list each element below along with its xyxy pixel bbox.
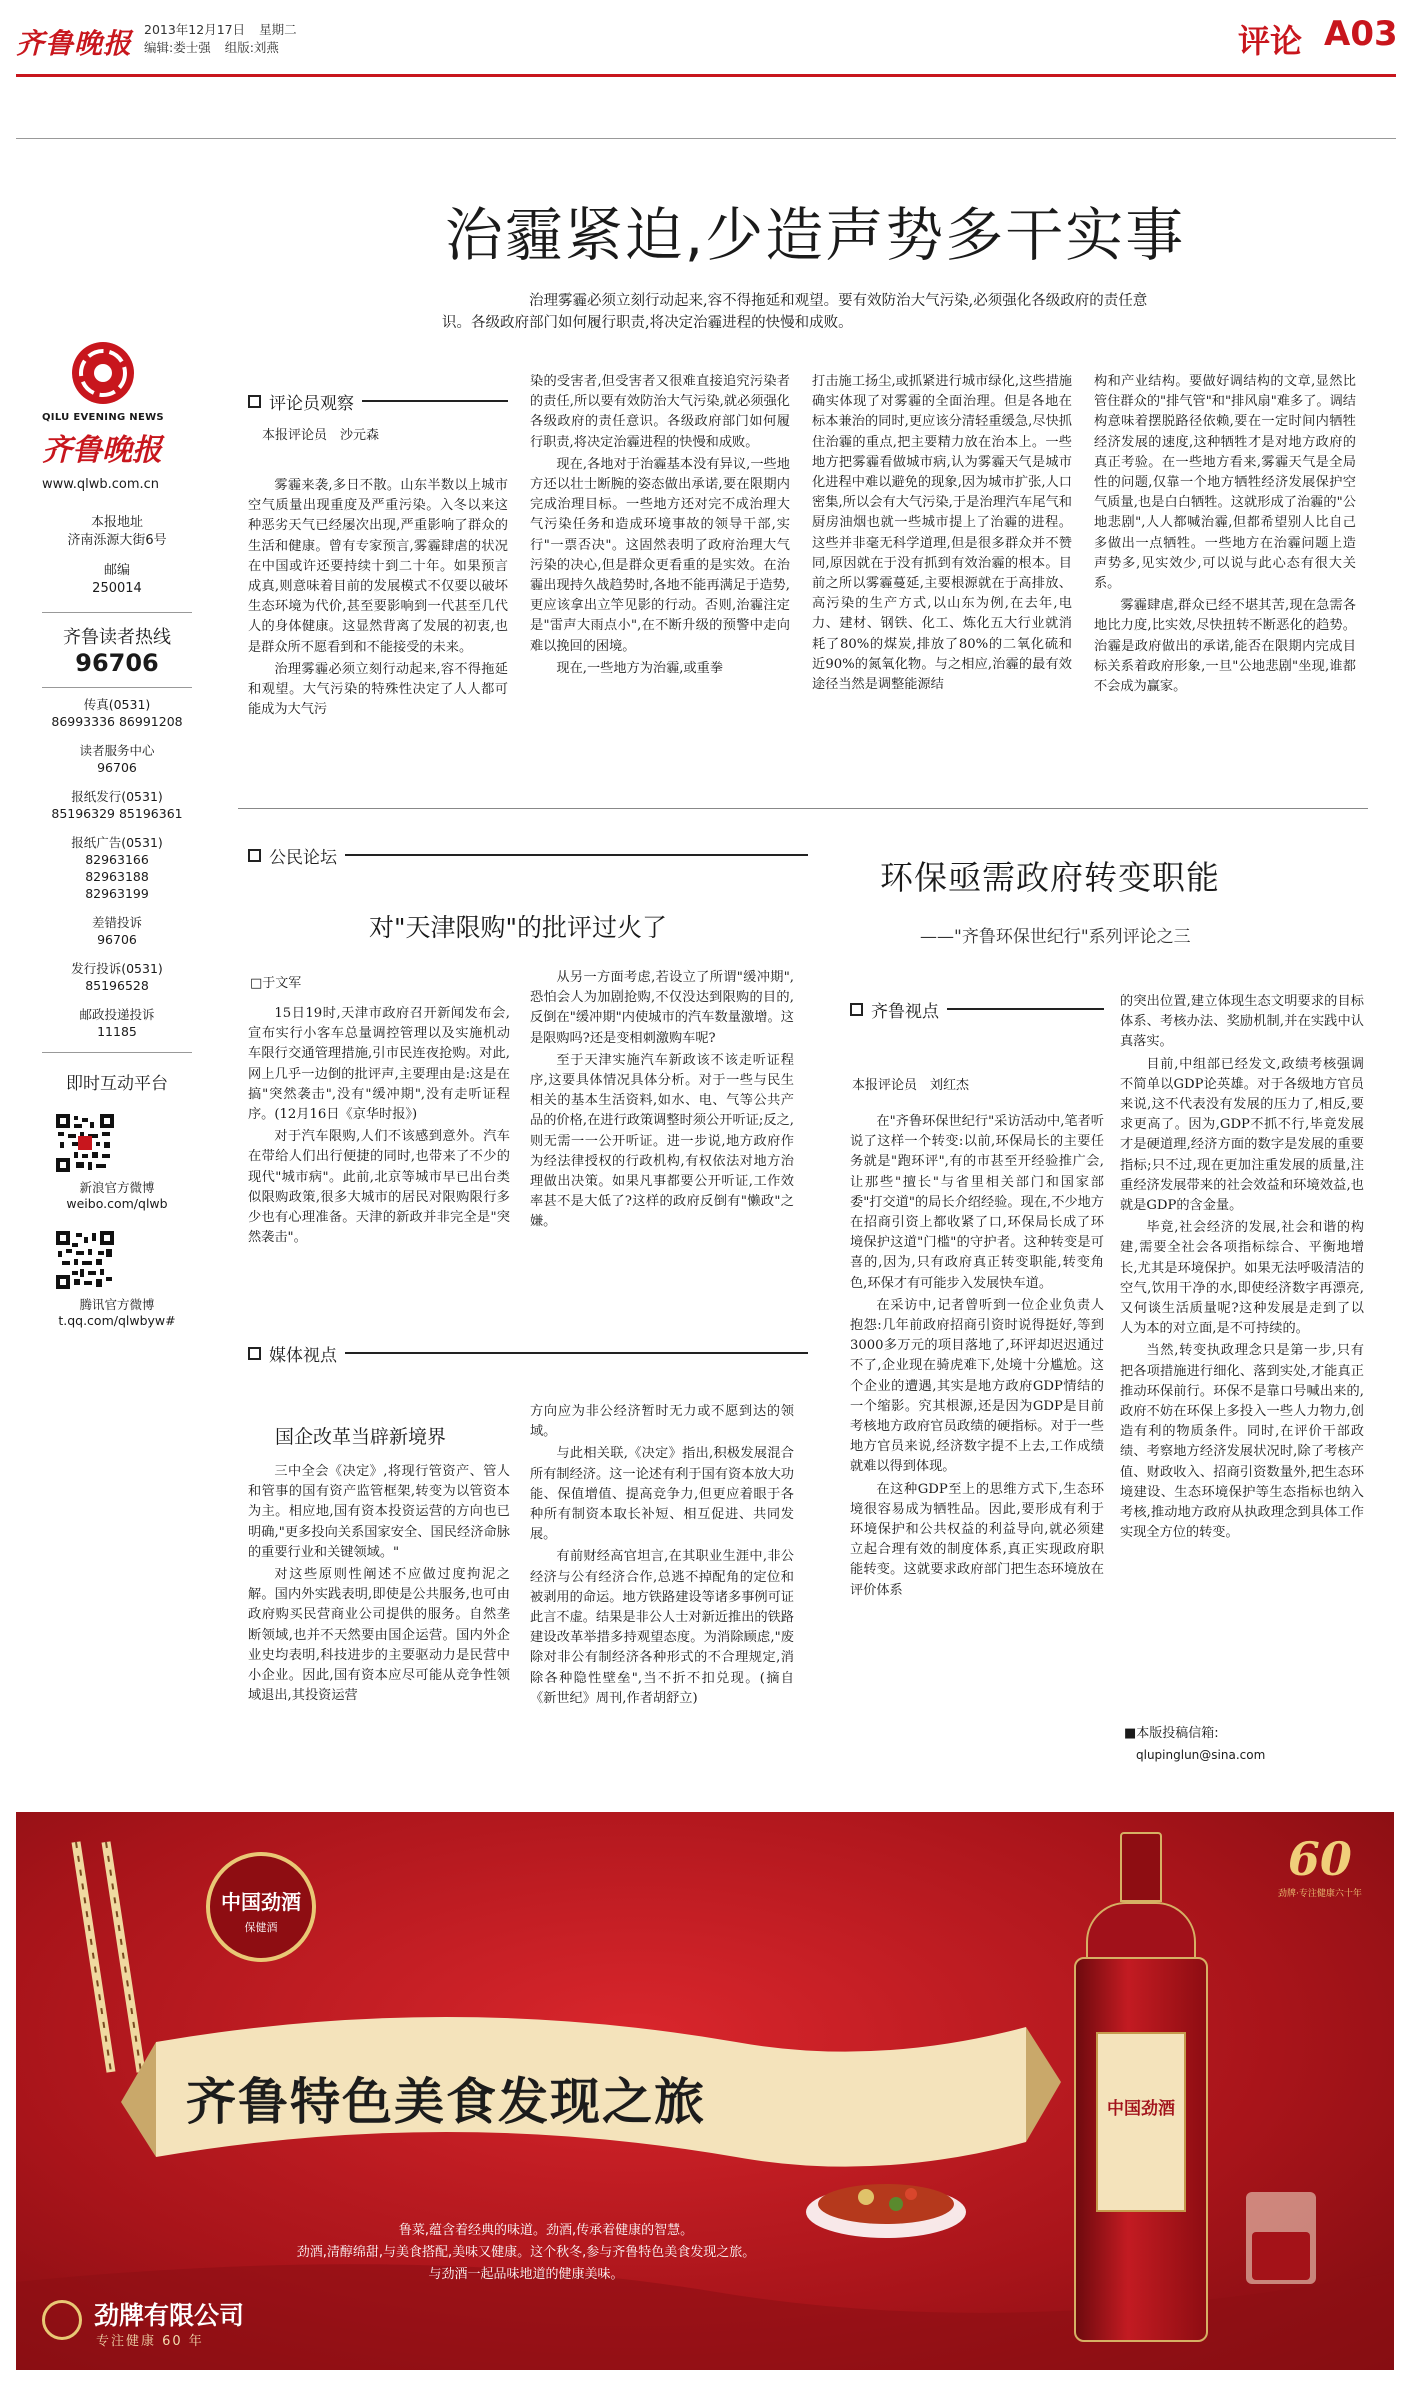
paragraph: 雾霾肆虐,群众已经不堪其苦,现在急需各地比力度,比实效,尽快扭转不断恶化的趋势。治霾是政府做出的承诺,能否在限期内完成目标关系着政府形象,一旦"公地悲剧"坐现,谁都不会成为赢家。	[1094, 598, 1356, 695]
lead-column-4	[1094, 372, 1356, 699]
paragraph: 至于天津实施汽车新政该不该走听证程序,这要具体情况具体分析。对于一些与民生相关的基本生活资料,如水、电、气等公共产品的价格,在进行政策调整时须公开听证;反之,则无需一一公开听证。进一步说,地方政府作为经法律授权的行政机构,有权依法对地方治理做出决策。如果凡事都要公开听证,工作效率甚不是大低了?这样的政府反倒有"懒政"之嫌。	[530, 1052, 794, 1230]
contact-item: 邮政投递投诉 11185	[79, 1007, 155, 1039]
lead-column-1	[248, 476, 508, 722]
citizen-byline: □于文军	[250, 976, 302, 991]
paragraph: 治理雾霾必须立刻行动起来,容不得拖延和观望。大气污染的特殊性决定了人人都可能成为大气污	[248, 661, 508, 718]
media-section-bar	[248, 1340, 808, 1366]
citizen-column-1	[248, 1004, 510, 1250]
ad-anniversary: 60	[1287, 1832, 1352, 1886]
header-editor: 编辑:娄士强	[144, 40, 211, 55]
contact-item: 差错投诉 96706	[91, 915, 142, 947]
env-byline: 本报评论员 刘红杰	[852, 1078, 970, 1093]
advertisement[interactable]	[16, 1812, 1394, 2370]
paragraph: 在采访中,记者曾听到一位企业负责人抱怨:几年前政府招商引资时说得挺好,等到3000多万元的项目落地了,环评却迟迟通过不了,企业现在骑虎难下,处境十分尴尬。这个企业的遭遇,其实是地方政府GDP情结的一个缩影。究其根源,还是因为GDP是目前考核地方政府官员政绩的硬指标。对于一些地方官员来说,经济数字提不上去,工作成绩就难以得到体现。	[850, 1297, 1104, 1475]
ad-bottle-label: 中国劲酒	[1107, 2099, 1175, 2119]
header-rule	[16, 74, 1396, 77]
sidebar	[42, 340, 192, 1328]
contact-item: 传真(0531) 86993336 86991208	[51, 697, 183, 729]
lead-headline: 治霾紧迫,少造声势多干实事	[444, 201, 1186, 269]
contribute-label: ■本版投稿信箱:	[1124, 1726, 1219, 1741]
paragraph: 对于汽车限购,人们不该感到意外。汽车在带给人们出行便捷的同时,也带来了不少的现代"城市病"。此前,北京等城市早已出台类似限购政策,很多大城市的居民对限购限行多少也有心理准备。天津的新政并非完全是"突然袭击"。	[248, 1129, 510, 1246]
tencent-link[interactable]: t.qq.com/qlwbyw#	[58, 1313, 176, 1328]
lead-bottom-rule	[238, 808, 1368, 809]
header-weekday: 星期二	[259, 22, 297, 37]
header-layout: 组版:刘燕	[224, 40, 279, 55]
ad-copy-line-1: 鲁菜,蕴含着经典的味道。劲酒,传承着健康的智慧。	[398, 2223, 694, 2238]
lead-section-bar	[248, 388, 508, 414]
zip-label: 邮编	[103, 563, 130, 578]
page-number: A03	[1324, 14, 1398, 54]
env-section-bar	[850, 996, 1104, 1022]
ad-brand-sub: 保健酒	[244, 1921, 278, 1934]
paragraph: 的突出位置,建立体现生态文明要求的目标体系、考核办法、奖励机制,并在实践中认真落实。	[1120, 994, 1364, 1050]
ad-anniversary-badge	[1278, 1832, 1362, 1899]
paragraph: 在"齐鲁环保世纪行"采访活动中,笔者听说了这样一个转变:以前,环保局长的主要任务就是"跑环评",有的市甚至开经验推广会,让那些"擅长"与省里相关部门和国家部委"打交道"的局长介绍经验。现在,不少地方在招商引资上都收紧了口,环保局长成了环境保护这道"门槛"的守护者。这种转变是可喜的,因为,只有政府真正转变职能,转变角色,环保才有可能步入发展快车道。	[850, 1114, 1104, 1291]
paragraph: 对这些原则性阐述不应做过度拘泥之解。国内外实践表明,即使是公共服务,也可由政府购买民营商业公司提供的服务。自然垄断领域,也并不天然要由国企运营。国内外企业史均表明,科技进步的主要驱动力是民营中小企业。因此,国有资本应尽可能从竞争性领域退出,其投资运营	[248, 1567, 510, 1704]
hotline-number: 96706	[75, 649, 159, 677]
paragraph: 雾霾来袭,多日不散。山东半数以上城市空气质量出现重度及严重污染。入冬以来这种恶劣天气已经屡次出现,严重影响了群众的生活和健康。曾有专家预言,雾霾肆虐的状况在中国或许还要持续十到二十年。如果预言成真,则意味着目前的发展模式不仅要以破坏生态环境为代价,甚至要影响到一代甚至几代人的身体健康。这显然背离了发展的初衷,也是群众所不愿看到和不能接受的未来。	[248, 478, 508, 655]
platform-title: 即时互动平台	[66, 1074, 168, 1094]
paragraph: 染的受害者,但受害者又很难直接追究污染者的责任,所以要有效防治大气污染,就必须强化各级政府的责任意识。各级政府部门如何履行职责,将决定治霾进程的快慢和成败。	[530, 374, 790, 450]
zip-value: 250014	[92, 581, 142, 596]
media-column-2	[530, 1402, 794, 1711]
contact-item: 读者服务中心 96706	[79, 743, 155, 775]
paragraph: 在这种GDP至上的思维方式下,生态环境很容易成为牺牲品。因此,要形成有利于环境保护和公共权益的利益导向,就必须建立起合理有效的制度体系,真正实现政府职能转变。这就要求政府部门把生态环境放在评价体系	[850, 1481, 1104, 1598]
weibo-link[interactable]: weibo.com/qlwb	[66, 1196, 168, 1211]
tencent-label: 腾讯官方微博	[79, 1297, 155, 1312]
ad-company: 劲牌有限公司	[94, 2301, 245, 2330]
paragraph: 打击施工扬尘,或抓紧进行城市绿化,这些措施确实体现了对雾霾的全面治理。但是各地在标本兼治的同时,更应该分清轻重缓急,尽快抓住治霾的重点,把主要精力放在治本上。一些地方把雾霾看做城市病,认为雾霾天气是城市化进程中难以避免的现象,因为城市扩张,人口密集,所以会有大气污染,于是治理汽车尾气和厨房油烟也就一些城市提上了治霾的进程。这些并非毫无科学道理,但是很多群众并不赞同,原因就在于没有抓到有效治霾的根本。目前之所以雾霾蔓延,主要根源就在于高排放、高污染的生产方式,以山东为例,在去年,电力、建材、钢铁、化工、炼化五大行业就消耗了80%的煤炭,排放了80%的二氧化硫和近90%的氮氧化物。与之相应,治霾的最有效途径当然是调整能源结	[812, 374, 1072, 693]
ad-company-logo-icon	[42, 2300, 82, 2340]
weibo-label: 新浪官方微博	[79, 1180, 155, 1195]
ad-brand-badge	[206, 1852, 316, 1962]
citizen-column-2	[530, 968, 794, 1235]
weibo-qr-icon[interactable]	[56, 1114, 114, 1172]
citizen-section-bar	[248, 842, 808, 868]
lead-summary: 治理雾霾必须立刻行动起来,容不得拖延和观望。要有效防治大气污染,必须强化各级政府的责任意识。各级政府部门如何履行职责,将决定治霾进程的快慢和成败。	[442, 293, 1148, 331]
section-square-icon	[850, 1003, 863, 1016]
media-section-label: 媒体视点	[269, 1345, 337, 1366]
address-label: 本报地址	[90, 515, 143, 530]
masthead-logo: 齐鲁晚报	[16, 27, 133, 60]
contact-item: 报纸广告(0531) 82963166 82963188 82963199	[71, 835, 163, 901]
ad-copy-line-3: 与劲酒一起品味地道的健康美味。	[428, 2267, 624, 2282]
top-rule	[16, 138, 1396, 139]
tencent-qr-icon[interactable]	[56, 1231, 114, 1289]
section-square-icon	[248, 849, 261, 862]
lead-section-label: 评论员观察	[269, 393, 354, 414]
paragraph: 与此相关联,《决定》指出,积极发展混合所有制经济。这一论述有利于国有资本放大功能、保值增值、提高竞争力,但更应着眼于各种所有制资本取长补短、相互促进、共同发展。	[530, 1446, 794, 1543]
paragraph: 现在,各地对于治霾基本没有异议,一些地方还以壮士断腕的姿态做出承诺,要在限期内完成治理目标。一些地方还对完不成治理大气污染任务和造成环境事故的领导干部,实行"一票否决"。这固然表明了政府治理大气污染的决心,但是群众更看重的是实效。在治霾出现持久战趋势时,各地不能再满足于造势,更应该拿出立竿见影的行动。否则,治霾注定是"雷声大雨点小",在不断升级的预警中走向难以挽回的困境。	[530, 456, 790, 654]
paragraph: 毕竟,社会经济的发展,社会和谐的构建,需要全社会各项指标综合、平衡地增长,尤其是环境保护。如果无法呼吸清洁的空气,饮用干净的水,即使经济数字再漂亮,又何谈生活质量呢?这种发展是走到了以人为本的对立面,是不可持续的。	[1120, 1220, 1364, 1337]
hotline-label: 齐鲁读者热线	[63, 627, 171, 648]
ad-anniversary-sub: 劲牌·专注健康六十年	[1278, 1889, 1362, 1899]
section-square-icon	[248, 1347, 261, 1360]
ad-bottle	[1066, 1832, 1216, 2342]
media-column-1	[248, 1462, 510, 1708]
env-section-label: 齐鲁视点	[871, 1001, 939, 1022]
paragraph: 方向应为非公经济暂时无力或不愿到达的领域。	[530, 1404, 794, 1440]
media-headline: 国企改革当辟新境界	[275, 1426, 447, 1448]
ad-brand: 中国劲酒	[221, 1890, 301, 1914]
env-headline: 环保亟需政府转变职能	[880, 858, 1220, 897]
ad-slogan: 齐鲁特色美食发现之旅	[186, 2072, 706, 2131]
paragraph: 构和产业结构。要做好调结构的文章,显然比管住群众的"排气管"和"排风扇"难多了。调结构意味着摆脱路径依赖,要在一定时间内牺牲经济发展的速度,这种牺牲才是对地方政府的真正考验。在一些地方看来,雾霾天气是全局性的问题,仅靠一个地方牺牲经济发展保护空气质量,也是白白牺牲。这就形成了治霾的"公地悲剧",人人都喊治霾,但都希望别人比自己多做出一点牺牲。一些地方在治霾问题上造声势多,见实效少,可以说与此心态有很大关系。	[1094, 374, 1356, 592]
section-title: 评论	[1238, 22, 1303, 60]
header-date: 2013年12月17日	[144, 22, 246, 37]
env-column-2	[1120, 992, 1364, 1545]
ad-copy-line-2: 劲酒,清醇绵甜,与美食搭配,美味又健康。这个秋冬,参与齐鲁特色美食发现之旅。	[296, 2245, 756, 2260]
section-square-icon	[248, 395, 261, 408]
citizen-headline: 对"天津限购"的批评过火了	[369, 913, 667, 942]
sidebar-brand-en: QILU EVENING NEWS	[42, 412, 164, 423]
paragraph: 现在,一些地方为治霾,或重拳	[556, 660, 724, 676]
lead-byline: 本报评论员 沙元森	[262, 428, 380, 443]
contact-item: 报纸发行(0531) 85196329 85196361	[51, 789, 183, 821]
sidebar-logo-emblem	[70, 340, 136, 406]
lead-column-3	[812, 372, 1072, 697]
env-column-1	[850, 1112, 1104, 1603]
ad-company-sub: 专注健康 60 年	[96, 2334, 204, 2349]
paragraph: 当然,转变执政理念只是第一步,只有把各项措施进行细化、落到实处,才能真正推动环保前行。环保不是靠口号喊出来的,政府不妨在环保上多投入一些人力物力,创造有利的物质条件。同时,在评价干部政绩、考察地方经济发展状况时,除了考核产值、财政收入、招商引资数量外,把生态环境建设、生态环境保护等生态指标也纳入考核,推动地方政府从执政理念到具体工作实现全方位的转变。	[1120, 1343, 1364, 1541]
paragraph: 目前,中组部已经发文,政绩考核强调不简单以GDP论英雄。对于各级地方官员来说,这不代表没有发展的压力了,相反,要求更高了。因为,GDP不抓不行,毕竟发展才是硬道理,经济方面的数字是发展的重要指标;只不过,现在更加注重发展的质量,注重经济发展带来的社会效益和环境效益,也就是GDP的含金量。	[1120, 1056, 1364, 1214]
paragraph: 三中全会《决定》,将现行管资产、管人和管事的国有资产监管框架,转变为以管资本为主。相应地,国有资本投资运营的方向也已明确,"更多投向关系国家安全、国民经济命脉的重要行业和关键领域。"	[248, 1464, 510, 1560]
contact-item: 发行投诉(0531) 85196528	[71, 961, 163, 993]
lead-column-2	[530, 372, 790, 681]
address-value: 济南泺源大街6号	[67, 533, 167, 548]
sidebar-brand-cn: 齐鲁晚报	[42, 433, 162, 468]
sidebar-website[interactable]: www.qlwb.com.cn	[42, 477, 159, 492]
env-subhead: ——"齐鲁环保世纪行"系列评论之三	[920, 927, 1191, 947]
paragraph: 有前财经高官坦言,在其职业生涯中,非公经济与公有经济合作,总逃不掉配角的定位和被剥用的命运。地方铁路建设等诸多事例可证此言不虚。结果是非公人士对新近推出的铁路建设改革举措多持观望态度。为消除顾虑,"废除对非公有制经济各种形式的不合理规定,消除各种隐性壁垒",当不折不扣兑现。(摘自《新世纪》周刊,作者胡舒立)	[530, 1549, 794, 1706]
page-header	[16, 16, 1396, 68]
contribute-email[interactable]: qlupinglun@sina.com	[1136, 1748, 1266, 1762]
paragraph: 15日19时,天津市政府召开新闻发布会,宣布实行小客车总量调控管理以及实施机动车限行交通管理措施,引市民连夜抢购。对此,网上几乎一边倒的批评声,主要理由是:这是在搞"突然袭击",没有"缓冲期",没有走听证程序。(12月16日《京华时报》)	[248, 1006, 510, 1123]
paragraph: 从另一方面考虑,若设立了所谓"缓冲期",恐怕会人为加剧抢购,不仅没达到限购的目的,反倒在"缓冲期"内使城市的汽车数量激增。这是限购吗?还是变相刺激购车呢?	[530, 970, 794, 1046]
citizen-section-label: 公民论坛	[269, 847, 337, 868]
